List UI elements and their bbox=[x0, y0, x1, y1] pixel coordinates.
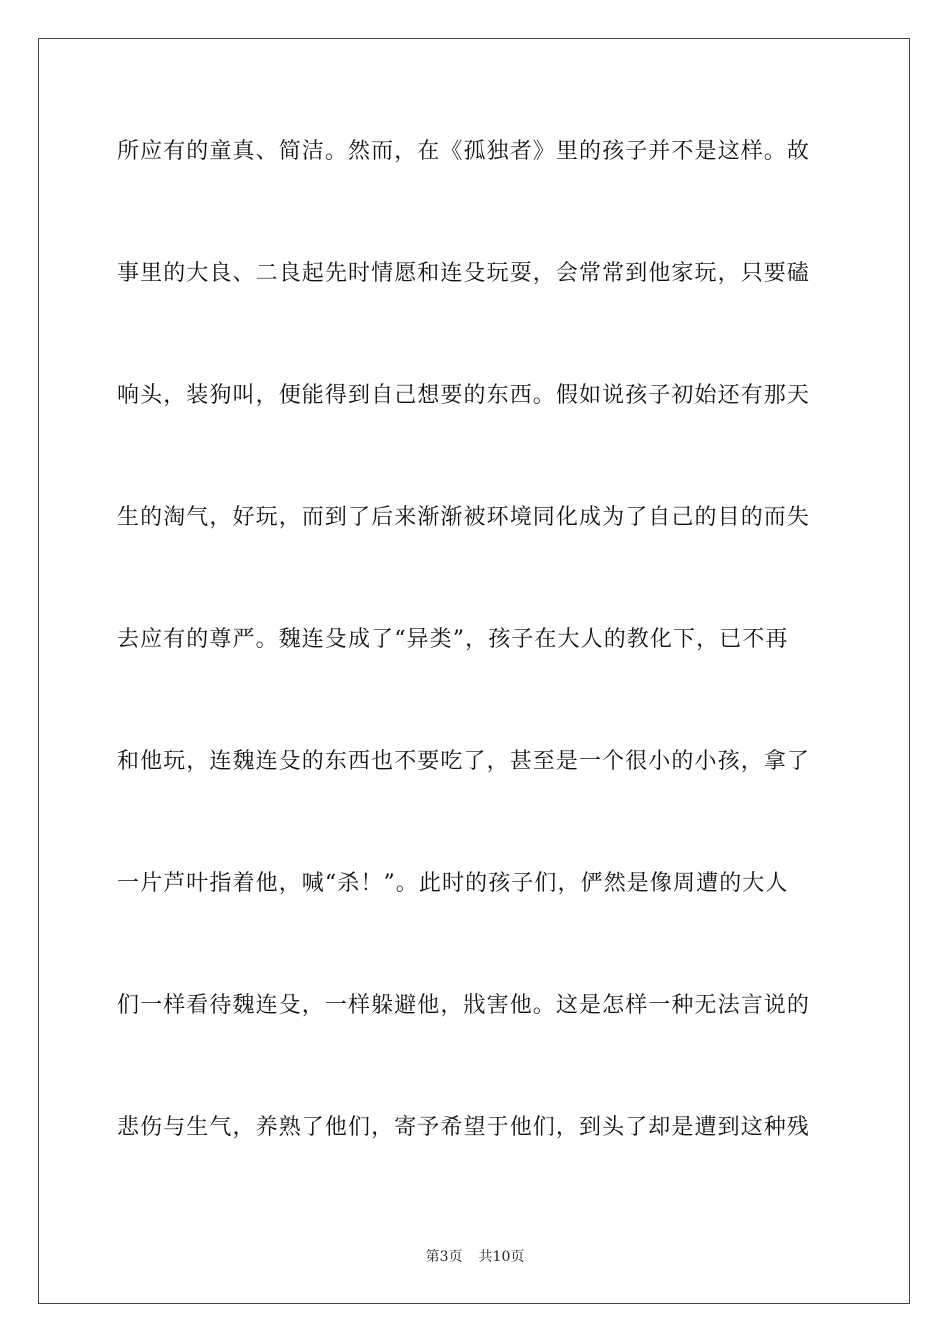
text-line-4: 生的淘气，好玩，而到了后来渐渐被环境同化成为了自己的目的而失 bbox=[117, 505, 811, 530]
text-line-7: 一片芦叶指着他，喊“杀！”。此时的孩子们，俨然是像周遭的大人 bbox=[117, 871, 789, 896]
text-line-8: 们一样看待魏连殳，一样躲避他，戕害他。这是怎样一种无法言说的 bbox=[117, 993, 811, 1018]
text-line-3: 响头，装狗叫，便能得到自己想要的东西。假如说孩子初始还有那天 bbox=[117, 383, 811, 408]
document-body bbox=[117, 128, 833, 1226]
text-line-9: 悲伤与生气，养熟了他们，寄予希望于他们，到头了却是遭到这种残 bbox=[117, 1115, 811, 1140]
text-line-1: 所应有的童真、简洁。然而，在《孤独者》里的孩子并不是这样。故 bbox=[117, 139, 811, 164]
text-line-2: 事里的大良、二良起先时情愿和连殳玩耍，会常常到他家玩，只要磕 bbox=[117, 261, 811, 286]
text-line-6: 和他玩，连魏连殳的东西也不要吃了，甚至是一个很小的小孩，拿了 bbox=[117, 749, 811, 774]
total-pages-count: 共10页 bbox=[478, 1249, 525, 1265]
current-page-number: 第3页 bbox=[425, 1249, 463, 1265]
text-line-5: 去应有的尊严。魏连殳成了“异类”，孩子在大人的教化下，已不再 bbox=[117, 627, 789, 652]
page-footer bbox=[0, 1247, 950, 1267]
